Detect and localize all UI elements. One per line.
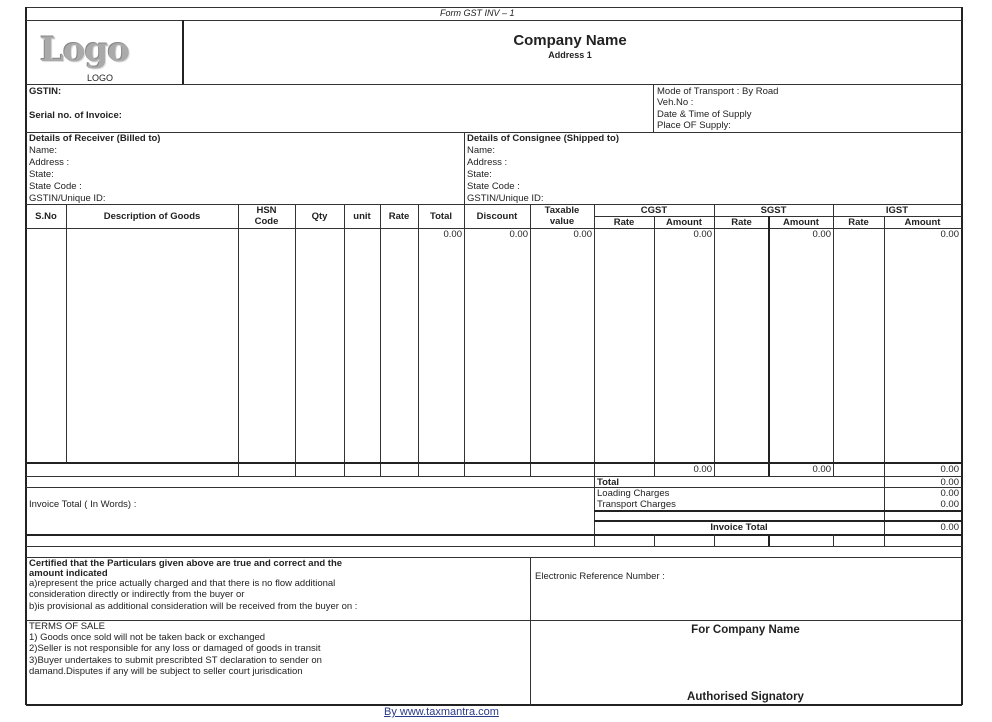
authorised-signatory: Authorised Signatory [687, 691, 804, 703]
transport-divider [653, 84, 654, 132]
consignee-name: Name: [467, 145, 495, 156]
col-igst-amount: Amount [904, 217, 941, 228]
col-line-unit [380, 204, 381, 476]
row1-sgst-amount: 0.00 [812, 229, 831, 240]
col-line-sgst-rate [768, 216, 770, 476]
col-rate: Rate [388, 211, 410, 222]
col-hsn-line1: HSN [256, 205, 277, 216]
terms-line-3: 3)Buyer undertakes to submit prescribted ST declaration to sender on [29, 655, 322, 666]
mode-of-transport: Mode of Transport : By Road [657, 86, 779, 97]
total-value: 0.00 [940, 477, 959, 488]
col-cgst: CGST [640, 205, 668, 216]
invoice-total-bottom [26, 534, 962, 536]
terms-title: TERMS OF SALE [29, 621, 106, 632]
col-cgst-rate: Rate [613, 217, 635, 228]
col-line-sgst [833, 204, 834, 476]
bottom-line-sgst-rate [768, 534, 770, 546]
row1-igst-amount: 0.00 [940, 229, 959, 240]
sum-row-bottom [26, 476, 962, 477]
total-row-bottom [26, 487, 962, 488]
invoice-total-label: Invoice Total [710, 522, 768, 533]
logo-caption: LOGO [87, 73, 114, 83]
col-line-cgst [714, 204, 715, 476]
company-name: Company Name [513, 32, 627, 49]
electronic-reference-label: Electronic Reference Number : [535, 571, 665, 582]
sum-cgst-amount: 0.00 [693, 464, 712, 475]
consignee-state: State: [467, 169, 492, 180]
col-sno: S.No [35, 211, 57, 222]
terms-line-1: 1) Goods once sold will not be taken back or exchanged [29, 632, 266, 643]
col-discount: Discount [476, 211, 518, 222]
receiver-state-code: State Code : [29, 181, 82, 192]
consignee-title: Details of Consignee (Shipped to) [467, 133, 620, 144]
cert-line-3: a)represent the price actually charged and that there is no flow additional [29, 578, 336, 589]
frame-right [961, 7, 963, 705]
col-taxable-line2: value [549, 216, 575, 227]
col-sgst: SGST [760, 205, 787, 216]
loading-charges-label: Loading Charges [597, 488, 670, 499]
bottom-line-cgst [714, 534, 715, 546]
transport-charges-label: Transport Charges [597, 499, 676, 510]
row1-taxable: 0.00 [573, 229, 592, 240]
col-line-total [464, 204, 465, 476]
col-unit: unit [353, 211, 371, 222]
form-title: Form GST INV – 1 [440, 8, 515, 18]
col-line-qty [344, 204, 345, 476]
receiver-gstin: GSTIN/Unique ID: [29, 193, 106, 204]
consignee-state-code: State Code : [467, 181, 520, 192]
terms-line-2: 2)Seller is not responsible for any loss or damaged of goods in transit [29, 643, 321, 654]
taxmantra-link[interactable]: By www.taxmantra.com [384, 706, 499, 718]
charges-bottom [594, 510, 962, 512]
col-line-sno [66, 204, 67, 462]
for-company-name: For Company Name [691, 624, 800, 636]
sum-igst-amount: 0.00 [940, 464, 959, 475]
logo-image: Logo [40, 30, 130, 70]
terms-line-4: damand.Disputes if any will be subject to seller court jurisdication [29, 666, 303, 677]
receiver-state: State: [29, 169, 54, 180]
company-address: Address 1 [548, 50, 592, 60]
bottom-line-cgst-rate [654, 534, 655, 546]
col-line-hsn [295, 204, 296, 476]
col-sgst-rate: Rate [731, 217, 752, 228]
bottom-row-divider [26, 546, 962, 547]
vehicle-no: Veh.No : [657, 97, 694, 108]
consignee-gstin: GSTIN/Unique ID: [467, 193, 544, 204]
col-total: Total [430, 211, 452, 222]
total-label: Total [597, 477, 619, 488]
bottom-line-sgst [833, 534, 834, 546]
col-igst-rate: Rate [848, 217, 869, 228]
frame-left [25, 7, 27, 705]
col-taxable-line1: Taxable [544, 205, 580, 216]
col-igst: IGST [885, 205, 909, 216]
row1-discount: 0.00 [509, 229, 528, 240]
header-divider [26, 84, 962, 85]
place-of-supply: Place OF Supply: [657, 120, 731, 131]
invoice-total-value: 0.00 [940, 522, 959, 533]
receiver-name: Name: [29, 145, 57, 156]
row1-cgst-amount: 0.00 [693, 229, 712, 240]
receiver-consignee-divider [464, 132, 465, 204]
date-time-of-supply: Date & Time of Supply [657, 109, 752, 120]
col-description: Description of Goods [103, 211, 201, 222]
col-cgst-amount: Amount [666, 217, 702, 228]
receiver-address: Address : [29, 157, 70, 168]
cert-line-2: amount indicated [29, 568, 108, 579]
invoice-total-words-label: Invoice Total ( In Words) : [29, 499, 137, 510]
cert-line-4: consideration directly or indirectly from the buyer or [29, 589, 245, 600]
col-qty: Qty [311, 211, 328, 222]
loading-charges-value: 0.00 [940, 488, 959, 499]
col-line-taxable [594, 204, 595, 546]
col-line-rate [418, 204, 419, 476]
cert-line-1: Certified that the Particulars given above are true and correct and the [29, 558, 343, 569]
cert-line-5: b)is provisional as additional consideration will be received from the buyer on : [29, 601, 358, 612]
col-line-desc [238, 204, 239, 476]
row1-total: 0.00 [443, 229, 462, 240]
gstin-label: GSTIN: [29, 86, 62, 97]
col-hsn-line2: Code [254, 216, 279, 227]
serial-no-label: Serial no. of Invoice: [29, 110, 122, 121]
col-line-cgst-rate [654, 216, 655, 476]
col-sgst-amount: Amount [783, 217, 819, 228]
consignee-address: Address : [467, 157, 508, 168]
transport-charges-value: 0.00 [940, 499, 959, 510]
receiver-title: Details of Receiver (Billed to) [29, 133, 161, 144]
col-line-discount [530, 204, 531, 476]
terms-top-divider [26, 620, 962, 621]
sum-sgst-amount: 0.00 [812, 464, 831, 475]
